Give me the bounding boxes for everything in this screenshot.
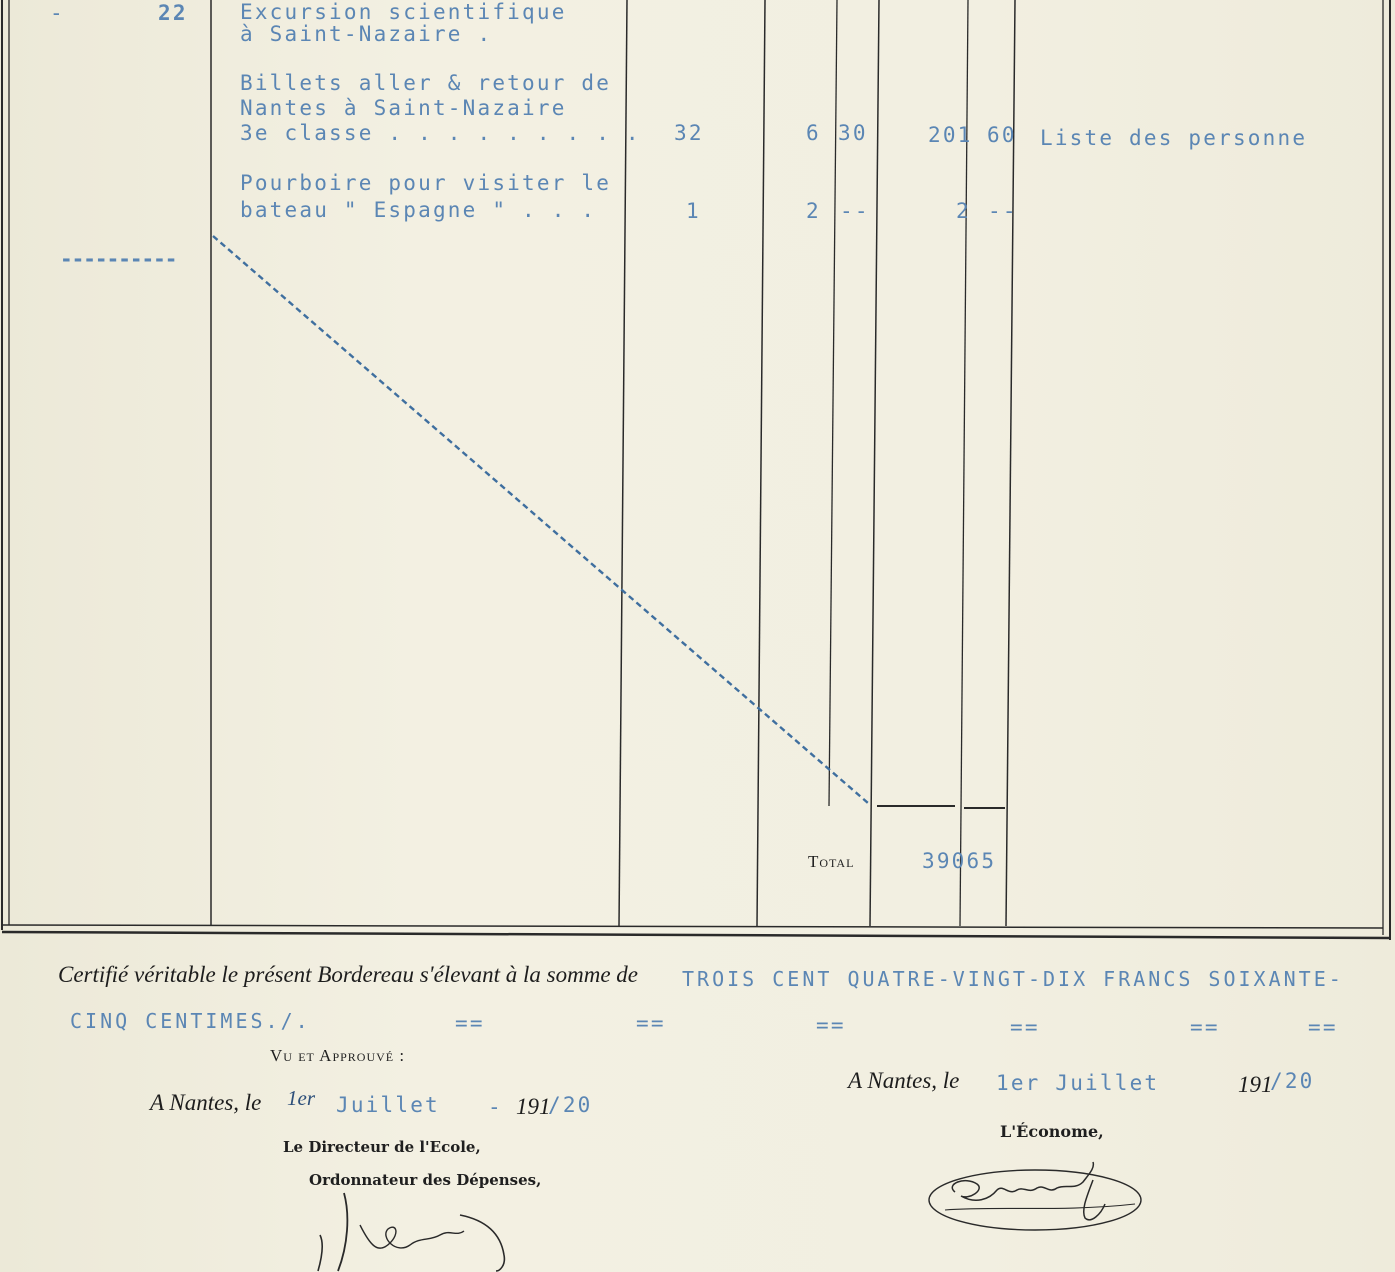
left-month: Juillet xyxy=(336,1093,440,1117)
description-line: Nantes à Saint-Nazaire xyxy=(240,96,567,120)
left-day-handwritten: 1er xyxy=(287,1086,315,1110)
quantity-cell: 1 xyxy=(686,199,701,223)
unit-price-cents: -- xyxy=(840,199,870,223)
observation-cell: Liste des personne xyxy=(1040,126,1308,150)
description-line: bateau " Espagne " . . . xyxy=(240,198,597,222)
fill-mark: == xyxy=(455,1011,485,1035)
quantity-cell: 32 xyxy=(674,121,704,145)
left-dash: - xyxy=(488,1095,503,1119)
unit-price-cents: 30 xyxy=(838,121,868,145)
row-marker: - xyxy=(50,1,65,25)
fill-mark: == xyxy=(816,1013,846,1037)
director-signature xyxy=(300,1185,520,1272)
right-year-suffix: /20 xyxy=(1270,1069,1315,1093)
total-cents: 60 xyxy=(987,123,1017,147)
fill-mark: == xyxy=(1308,1015,1338,1039)
left-year-suffix: /20 xyxy=(548,1093,593,1117)
fill-mark: == xyxy=(636,1011,666,1035)
left-year-prefix: 191 xyxy=(516,1094,551,1119)
fill-mark: == xyxy=(1190,1015,1220,1039)
amount-in-words-line1: TROIS CENT QUATRE-VINGT-DIX FRANCS SOIXANTE- xyxy=(682,967,1344,991)
total-francs: 2 xyxy=(956,199,971,223)
amount-in-words-line2: CINQ CENTIMES./. xyxy=(70,1009,311,1033)
description-line: à Saint-Nazaire . xyxy=(240,22,493,46)
approved-label: Vu et Approuvé : xyxy=(270,1046,406,1065)
unit-price-francs: 2 xyxy=(806,199,821,223)
description-line: Billets aller & retour de xyxy=(240,71,612,95)
right-date-typed: 1er Juillet xyxy=(996,1071,1160,1095)
entry-number: 22 xyxy=(158,1,188,25)
left-place-prefix: A Nantes, le xyxy=(150,1090,262,1115)
description-line: Excursion scientifique xyxy=(240,0,567,24)
director-title: Le Directeur de l'Ecole, xyxy=(283,1138,481,1156)
econome-title: L'Économe, xyxy=(1000,1122,1104,1141)
econome-signature xyxy=(925,1160,1155,1236)
total-label: Total xyxy=(808,852,855,871)
unit-price-francs: 6 xyxy=(806,121,821,145)
right-place-prefix: A Nantes, le xyxy=(848,1068,960,1093)
description-line: 3e classe . . . . . . . . . xyxy=(240,121,641,145)
fill-mark: == xyxy=(1010,1015,1040,1039)
right-year-prefix: 191 xyxy=(1238,1072,1273,1097)
certification-text: Certifié véritable le présent Bordereau s'élevant à la somme de xyxy=(58,962,638,987)
total-value: 39065 xyxy=(922,849,997,873)
director-role: Ordonnateur des Dépenses, xyxy=(309,1171,542,1189)
total-francs: 201 xyxy=(928,123,973,147)
dash-separator: ---------- xyxy=(60,247,177,271)
total-cents: -- xyxy=(988,199,1018,223)
description-line: Pourboire pour visiter le xyxy=(240,171,612,195)
